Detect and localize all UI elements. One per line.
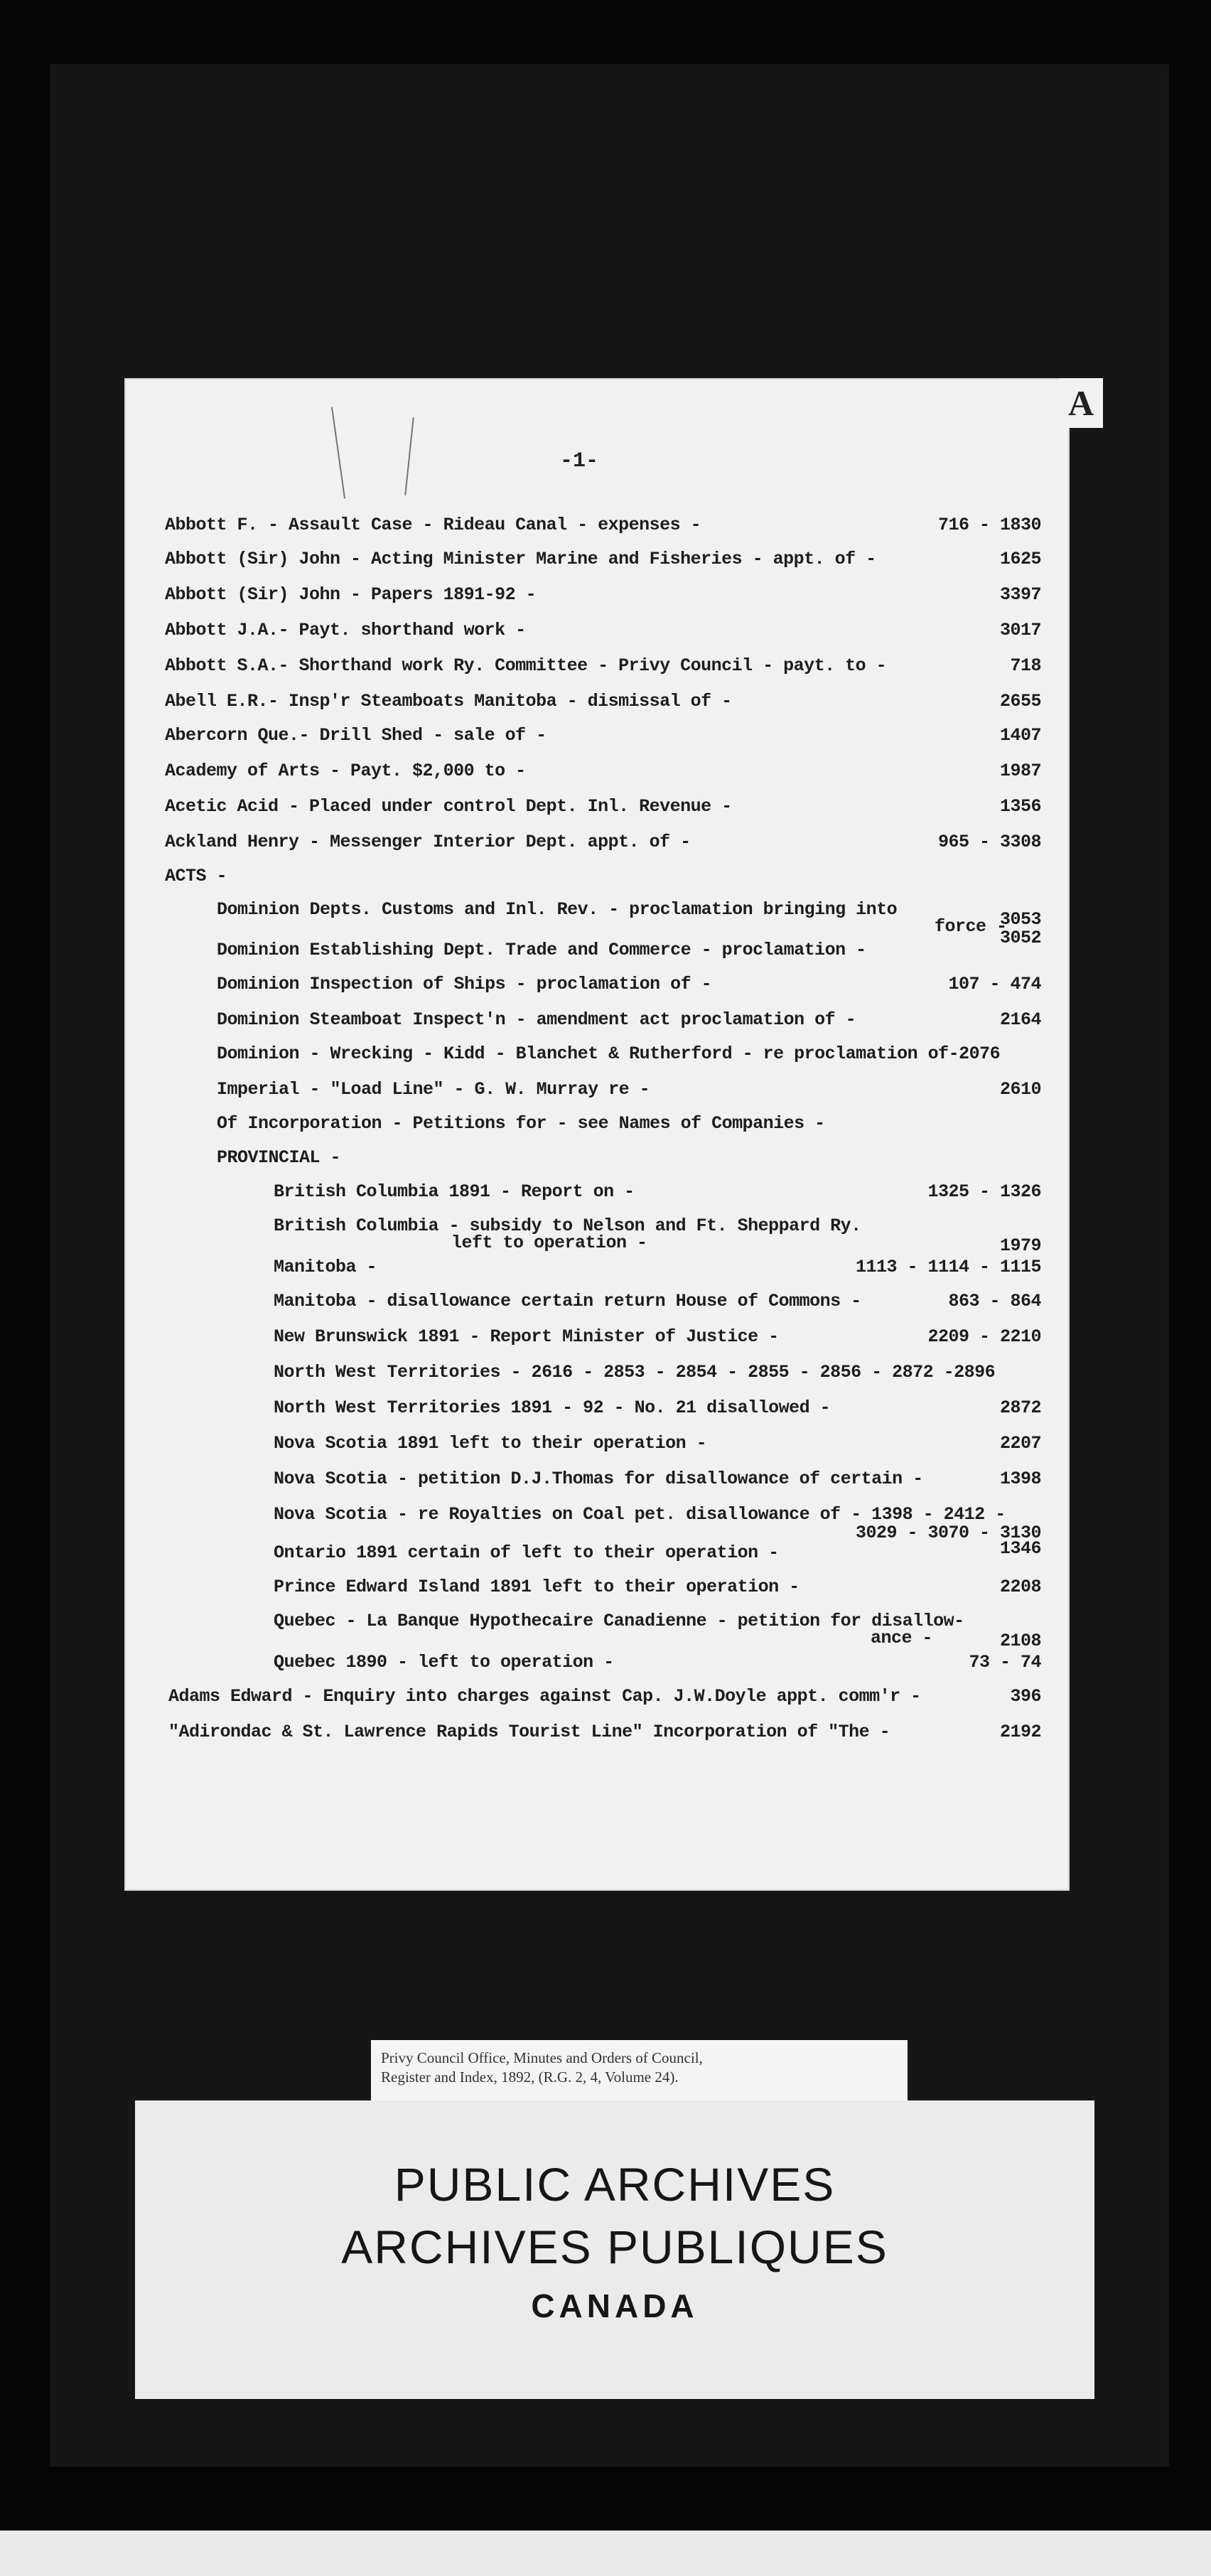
entry-reference: 1325 - 1326 (927, 1181, 1041, 1202)
entry-label: Acetic Acid - Placed under control Dept. Inl. Revenue - (165, 796, 732, 817)
entry-reference: 1356 (999, 796, 1041, 817)
entry-reference: 73 - 74 (969, 1652, 1041, 1673)
index-entry (124, 1538, 1070, 1571)
index-entry (124, 515, 1070, 543)
entry-label: Prince Edward Island 1891 left to their operation - (274, 1577, 800, 1597)
entry-label: Nova Scotia 1891 left to their operation - (274, 1433, 707, 1454)
entry-label: New Brunswick 1891 - Report Minister of Justice - (274, 1326, 779, 1347)
entry-reference: 1979 (999, 1235, 1041, 1256)
entry-label: Manitoba - (274, 1257, 377, 1277)
entry-continuation: force - (935, 916, 1007, 937)
entry-label: Ackland Henry - Messenger Interior Dept. appt. of - (165, 832, 691, 852)
index-entry (124, 1722, 1070, 1750)
entry-label: Dominion Establishing Dept. Trade and Commerce - proclamation - (217, 940, 866, 960)
index-entry (124, 691, 1070, 719)
entry-label: Of Incorporation - Petitions for - see Names of Companies - (217, 1113, 825, 1134)
entry-label: Abbott S.A.- Shorthand work Ry. Committee - Privy Council - payt. to - (165, 655, 887, 676)
entry-continuation: ance - (871, 1628, 933, 1648)
entry-label: Manitoba - disallowance certain return House of Commons - (274, 1291, 861, 1311)
index-entry (124, 940, 1070, 968)
index-entry (124, 866, 1070, 894)
pencil-mark (331, 407, 345, 498)
index-entry (124, 974, 1070, 1002)
stamp-line-country: CANADA (531, 2287, 699, 2324)
index-entry (124, 549, 1070, 577)
stamp-line-french: ARCHIVES PUBLIQUES (341, 2221, 888, 2273)
entry-reference: 2209 - 2210 (927, 1326, 1041, 1347)
index-entry (124, 1147, 1070, 1176)
index-entry (124, 584, 1070, 613)
entry-label: ACTS - (165, 866, 227, 886)
index-entry (124, 761, 1070, 789)
entry-label: "Adirondac & St. Lawrence Rapids Tourist Line" Incorporation of "The - (168, 1722, 890, 1742)
entry-label: Academy of Arts - Payt. $2,000 to - (165, 761, 526, 781)
index-entry (124, 1397, 1070, 1426)
entry-reference: 965 - 3308 (937, 832, 1041, 852)
entry-reference: 716 - 1830 (937, 515, 1041, 535)
entry-label: Abbott (Sir) John - Acting Minister Marine and Fisheries - appt. of - (165, 549, 876, 569)
entry-label: Abbott (Sir) John - Papers 1891-92 - (165, 584, 537, 605)
entry-reference: 1407 (999, 725, 1041, 746)
index-entry (124, 1433, 1070, 1461)
index-entry (124, 1686, 1070, 1714)
entry-reference: 3017 (999, 620, 1041, 640)
index-entry (124, 1652, 1070, 1680)
index-entry (124, 1504, 1070, 1544)
entry-reference: 2610 (999, 1079, 1041, 1100)
index-entry (124, 1079, 1070, 1107)
index-entry (124, 1362, 1070, 1390)
index-entry (124, 899, 1070, 948)
entry-reference: 863 - 864 (948, 1291, 1041, 1311)
entry-label: Abercorn Que.- Drill Shed - sale of - (165, 725, 547, 746)
entry-reference: 3053 (999, 909, 1041, 930)
index-entry (124, 725, 1070, 753)
entry-reference: 1987 (999, 761, 1041, 781)
index-entry (124, 1043, 1070, 1072)
entry-label: Quebec - La Banque Hypothecaire Canadienne - petition for disallow- (274, 1611, 964, 1631)
entry-label: North West Territories - 2616 - 2853 - 2854 - 2855 - 2856 - 2872 -2896 (274, 1362, 996, 1383)
index-entry (124, 620, 1070, 648)
index-entry (124, 1469, 1070, 1497)
caption-card (371, 2040, 908, 2105)
index-entry (124, 832, 1070, 860)
index-entry (124, 655, 1070, 684)
pencil-mark (404, 417, 414, 495)
entry-label: Nova Scotia - re Royalties on Coal pet. disallowance of - 1398 - 2412 - (274, 1504, 1006, 1525)
entry-continuation: left to operation - (451, 1233, 647, 1253)
entry-reference: 1398 (999, 1469, 1041, 1489)
entry-reference: 718 (1010, 655, 1041, 676)
index-entry (124, 1215, 1070, 1255)
index-entry (124, 1113, 1070, 1142)
entry-reference: 2207 (999, 1433, 1041, 1454)
index-entry (124, 796, 1070, 825)
archives-stamp-card (135, 2100, 1094, 2399)
entry-label: Abbott J.A.- Payt. shorthand work - (165, 620, 526, 640)
entry-reference: 2208 (999, 1577, 1041, 1597)
index-tab-letter: A (1059, 378, 1103, 428)
entry-label: Dominion Steamboat Inspect'n - amendment act proclamation of - (217, 1009, 856, 1030)
entry-label: Abell E.R.- Insp'r Steamboats Manitoba - dismissal of - (165, 691, 732, 712)
entry-reference: 396 (1010, 1686, 1041, 1707)
entry-reference: 2872 (999, 1397, 1041, 1418)
index-entry (124, 1181, 1070, 1210)
entry-reference: 3029 - 3070 - 3130 (855, 1523, 1041, 1543)
entry-label: Dominion - Wrecking - Kidd - Blanchet & Rutherford - re proclamation of-2076 (217, 1043, 1001, 1064)
entry-label: Abbott F. - Assault Case - Rideau Canal - expenses - (165, 515, 701, 535)
index-entry (124, 1577, 1070, 1605)
index-entry (124, 1009, 1070, 1038)
entry-label: Ontario 1891 certain of left to their operation - (274, 1542, 779, 1563)
entry-label: Dominion Depts. Customs and Inl. Rev. - proclamation bringing into (217, 899, 898, 920)
entry-reference: 1346 (999, 1538, 1041, 1559)
entry-label: Dominion Inspection of Ships - proclamation of - (217, 974, 712, 994)
caption-line: Register and Index, 1892, (R.G. 2, 4, Volume 24). (381, 2068, 679, 2086)
index-page (124, 378, 1070, 1891)
entry-label: Nova Scotia - petition D.J.Thomas for disallowance of certain - (274, 1469, 923, 1489)
entry-label: North West Territories 1891 - 92 - No. 21 disallowed - (274, 1397, 831, 1418)
index-entry (124, 1291, 1070, 1319)
entry-label: British Columbia - subsidy to Nelson and Ft. Sheppard Ry. (274, 1215, 861, 1236)
index-entry (124, 1326, 1070, 1355)
entry-label: Imperial - "Load Line" - G. W. Murray re - (217, 1079, 650, 1100)
stamp-line-english: PUBLIC ARCHIVES (394, 2158, 836, 2211)
index-entry (124, 1257, 1070, 1285)
entry-reference: 2192 (999, 1722, 1041, 1742)
index-entry (124, 1611, 1070, 1651)
entry-reference: 1625 (999, 549, 1041, 569)
entry-reference: 2655 (999, 691, 1041, 712)
caption-line: Privy Council Office, Minutes and Orders of Council, (381, 2049, 703, 2066)
entry-reference: 3052 (999, 928, 1041, 948)
entry-label: British Columbia 1891 - Report on - (274, 1181, 635, 1202)
entry-label: Adams Edward - Enquiry into charges against Cap. J.W.Doyle appt. comm'r - (168, 1686, 921, 1707)
entry-reference: 1113 - 1114 - 1115 (855, 1257, 1041, 1277)
page-number: -1- (559, 449, 598, 473)
entry-reference: 3397 (999, 584, 1041, 605)
entry-label: PROVINCIAL - (217, 1147, 341, 1168)
entry-reference: 107 - 474 (948, 974, 1041, 994)
entry-reference: 2108 (999, 1631, 1041, 1651)
entry-reference: 2164 (999, 1009, 1041, 1030)
entry-label: Quebec 1890 - left to operation - (274, 1652, 614, 1673)
